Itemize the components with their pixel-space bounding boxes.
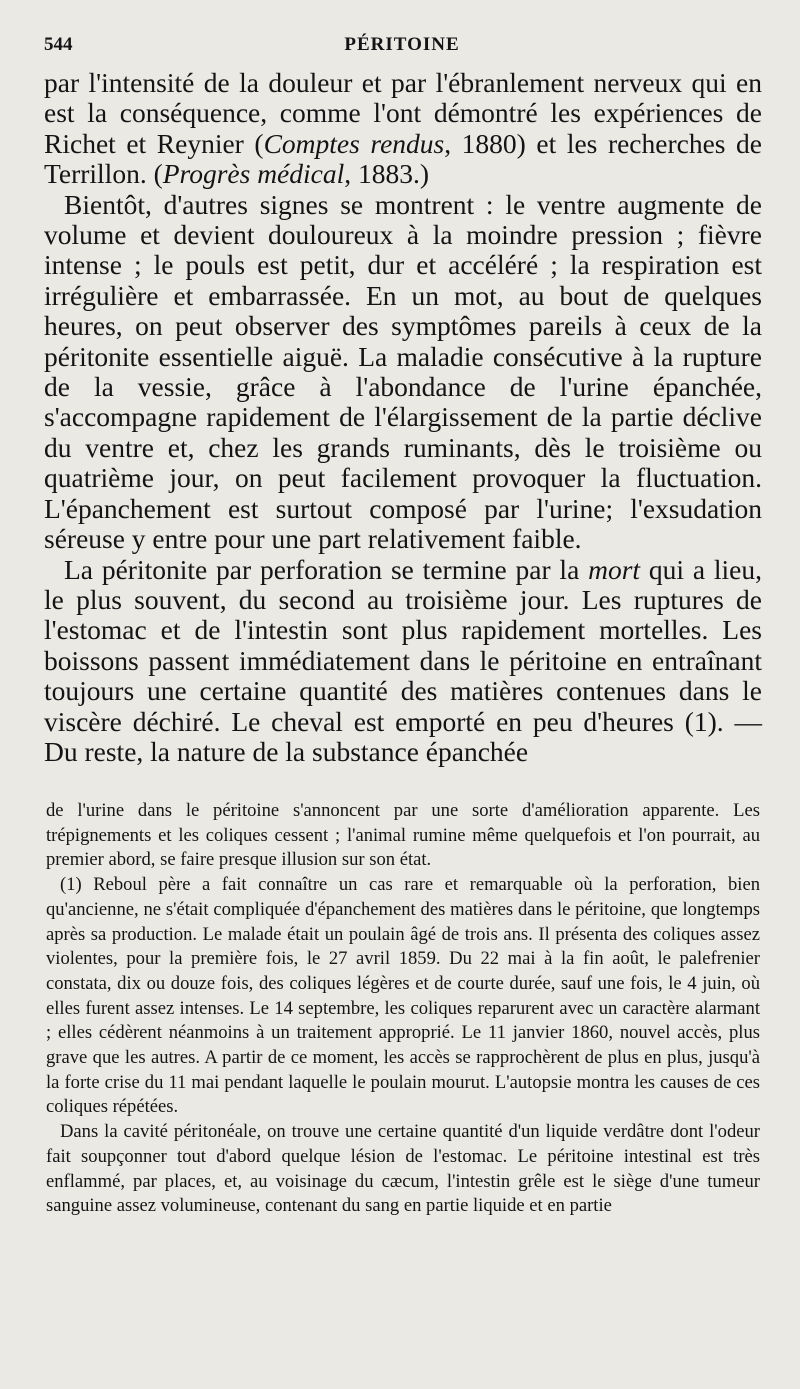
paragraph-1-text-a: par l'intensité de la douleur et par l'ébranlement nerveux qui en est la conséquence, comme l'ont démontré les expériences de Richet et Reynier (: [44, 67, 762, 159]
paragraph-1-text-b: , 1880) et les recherches de Terrillon. (: [44, 127, 763, 190]
paragraph-3: [44, 555, 762, 768]
footnote-continuation: de l'urine dans le péritoine s'annoncent par une sorte d'amélioration apparente. Les trépignements et les coliques cessent ; l'animal rumine même quelquefois et l'on pourrait, au premier abord, se faire presque illusion sur son état.: [46, 800, 760, 871]
emphasis-mort: mort: [588, 553, 641, 585]
footnotes: [46, 799, 760, 1219]
footnote-1: (1) Reboul père a fait connaître un cas rare et remarquable où la perforation, bien qu'ancienne, ne s'était compliquée d'épanchement des matières dans le péritoine, que longtemps après sa production. Le malade était un poulain âgé de trois ans. Il présenta des coliques assez violentes, pour la première fois, le 27 avril 1859. Du 22 mai à la fin août, le palefrenier constata, dix ou douze fois, des coliques légères et de courte durée, sauf une fois, le 4 juin, où elles furent assez intenses. Le 14 septembre, les coliques reparurent avec un caractère alarmant ; elles cédèrent néanmoins à un traitement approprié. Le 11 janvier 1860, nouvel accès, plus grave que les autres. A partir de ce moment, les accès se rapprochèrent de plus en plus, jusqu'à la forte crise du 11 mai pendant laquelle le poulain mourut. L'autopsie montra les causes de ces coliques répétées.: [46, 874, 760, 1118]
page-header: [44, 34, 760, 60]
citation-comptes-rendus: Comptes rendus: [263, 127, 445, 159]
paragraph-1-text-c: , 1883.): [344, 158, 430, 190]
running-title: PÉRITOINE: [344, 34, 460, 55]
citation-progres-medical: Progrès médical: [162, 158, 345, 190]
paragraph-3-text-b: qui a lieu, le plus souvent, du second au troisième jour. Les ruptures de l'estomac et de l'intestin sont plus rapidement mortelles. Les boissons passent immédiatement dans le péritoine en entraînant toujours une certaine quantité des matières contenues dans le viscère déchiré. Le cheval est emporté en peu d'heures (1). — Du reste, la nature de la substance épanchée: [44, 553, 762, 767]
paragraph-3-text-a: La péritonite par perforation se termine par la: [64, 553, 589, 585]
paragraph-2: Bientôt, d'autres signes se montrent : le ventre augmente de volume et devient douloureux à la moindre pression ; fièvre intense ; le pouls est petit, dur et accéléré ; la respiration est irrégulière et embarrassée. En un mot, au bout de quelques heures, on peut observer des symptômes pareils à ceux de la péritonite essentielle aiguë. La maladie consécutive à la rupture de la vessie, grâce à l'abondance de l'urine épanchée, s'accompagne rapidement de l'élargissement de la partie déclive du ventre et, chez les grands ruminants, dès le troisième ou quatrième jour, on peut facilement provoquer la fluctuation. L'épanchement est surtout composé par l'urine; l'exsudation séreuse y entre pour une part relativement faible.: [44, 188, 762, 555]
paragraph-1: [44, 68, 762, 190]
footnote-1-continued: Dans la cavité péritonéale, on trouve une certaine quantité d'un liquide verdâtre dont l'odeur fait soupçonner tout d'abord quelque lésion de l'estomac. Le péritoine intestinal est très enflammé, par places, et, au voisinage du cæcum, l'intestin grêle est le siège d'une tumeur sanguine assez volumineuse, contenant du sang en partie liquide et en partie: [46, 1121, 760, 1217]
main-text: [44, 68, 762, 767]
page-number: 544: [44, 34, 73, 55]
